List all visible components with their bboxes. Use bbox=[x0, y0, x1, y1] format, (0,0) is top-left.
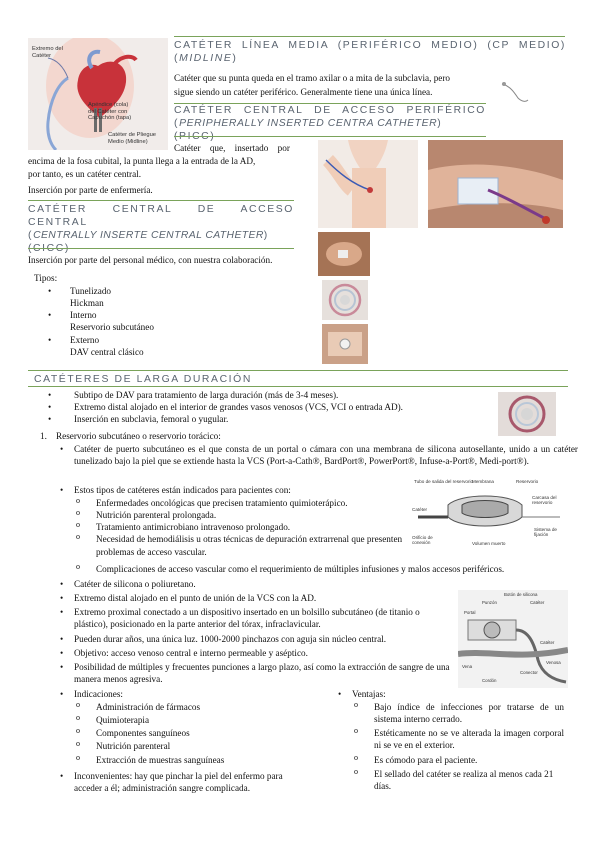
picc-body-illustration bbox=[318, 140, 418, 228]
diagram2-label: Vena bbox=[462, 664, 473, 669]
diagram2-label: Conector bbox=[520, 670, 538, 675]
advantage-text: Estéticamente no se ve alterada la imagen corporal ni se ve en el exterior. bbox=[374, 728, 564, 751]
advantage-text: Es cómodo para el paciente. bbox=[374, 754, 478, 765]
drawbacks bbox=[60, 770, 310, 794]
bullet-dot: • bbox=[338, 689, 342, 699]
sub-bullet: o bbox=[76, 508, 80, 518]
prop-text: Pueden durar años, una única luz. 1000-2000 pinchazos con aguja sin núcleo central. bbox=[74, 633, 387, 644]
indicated-intro-text: Estos tipos de catéteres están indicados para pacientes con: bbox=[74, 485, 291, 495]
bullet-dot: • bbox=[60, 633, 64, 644]
sub-bullet: o bbox=[354, 700, 358, 709]
indicated-text: Nutrición parenteral prolongada. bbox=[96, 510, 217, 521]
diagram2-label: Catéter bbox=[540, 640, 555, 645]
heading-midline-italic: MIDLINE bbox=[179, 53, 233, 64]
prop-item bbox=[60, 578, 450, 590]
cicc-types-label: Tipos: bbox=[34, 273, 58, 283]
heading-midline-prefix: CATÉTER LÍNEA MEDIA (PERIFÉRICO MEDIO) (CP MEDIO) ( bbox=[174, 40, 566, 64]
type-name: • Interno bbox=[70, 310, 97, 321]
indication-item bbox=[74, 714, 294, 726]
type-example: DAV central clásico bbox=[70, 346, 144, 357]
label-fold: Catéter de Pliegue Medio (Midline) bbox=[108, 132, 157, 145]
prop-text: Extremo proximal conectado a un dispositivo insertado en un bolsillo subcutáneo (de titanio o plástico), posicionado en la parte anterior del tórax, infraclavicular. bbox=[74, 607, 420, 630]
rule-long-bottom bbox=[28, 386, 568, 387]
heading-midline bbox=[174, 39, 566, 65]
advantages-label bbox=[338, 688, 386, 700]
indication-item bbox=[74, 754, 294, 766]
picc-body-figure bbox=[318, 140, 418, 228]
advantage-item bbox=[352, 768, 564, 792]
reservoir-definition bbox=[60, 443, 578, 467]
sub-bullet: o bbox=[76, 520, 80, 530]
rule-cicc-bottom bbox=[28, 248, 294, 249]
rule-midline bbox=[174, 36, 565, 37]
midline-figure bbox=[28, 38, 168, 150]
indication-text: Extracción de muestras sanguíneas bbox=[96, 754, 225, 765]
indicated-list bbox=[74, 497, 404, 558]
heading-cicc-line3: (CICC) bbox=[28, 243, 70, 254]
indicated-text: Necesidad de hemodiálisis u otras técnicas de depuración extrarrenal que presenten problemas de acceso vascular. bbox=[96, 534, 403, 557]
picc-arm-illustration bbox=[428, 140, 563, 228]
diagram1-label: Volumen muerto bbox=[472, 541, 506, 546]
picc-arm-photo bbox=[428, 140, 563, 228]
sub-bullet: o bbox=[76, 739, 80, 749]
type-item bbox=[28, 285, 288, 309]
diagram1-label: Sistema de fijación bbox=[534, 527, 557, 538]
heading-picc-suffix: (PICC) bbox=[174, 131, 216, 142]
picc-body-3: por tanto, es un catéter central. bbox=[28, 169, 142, 179]
cicc-body-1: Inserción por parte del personal médico, con nuestra colaboración. bbox=[28, 255, 273, 265]
sub-bullet: o bbox=[76, 496, 80, 505]
indicated-text: Tratamiento antimicrobiano intravenoso prolongado. bbox=[96, 522, 291, 533]
prop-item bbox=[60, 592, 450, 604]
type-example: Hickman bbox=[70, 298, 104, 309]
bullet-dot: • bbox=[60, 593, 64, 604]
heading-picc-italic: PERIPHERALLY INSERTED CENTRA CATHETER bbox=[179, 118, 438, 129]
hand-photo bbox=[318, 232, 370, 276]
numbered-label: Reservorio subcutáneo o reservorio torácico: bbox=[56, 431, 221, 441]
catheter-sketch bbox=[500, 80, 530, 106]
diagram2-label: Portal bbox=[464, 610, 476, 615]
indicated-item bbox=[74, 497, 404, 509]
prop-item bbox=[60, 606, 450, 630]
bullet-dot: • bbox=[60, 485, 64, 495]
hand-illustration bbox=[318, 232, 370, 276]
advantages-label-text: Ventajas: bbox=[352, 689, 386, 699]
advantage-item bbox=[352, 727, 564, 751]
indication-text: Nutrición parenteral bbox=[96, 741, 171, 752]
sub-bullet: o bbox=[354, 766, 358, 776]
rule-long bbox=[28, 370, 568, 371]
advantage-text: El sellado del catéter se realiza al menos cada 21 días. bbox=[374, 768, 554, 791]
diagram1-label: Catéter bbox=[412, 507, 428, 512]
type-item bbox=[28, 334, 288, 358]
rule-picc-bottom bbox=[174, 136, 486, 137]
midline-body-2: sigue siendo un catéter periférico. Generalmente tiene una única línea. bbox=[174, 87, 433, 97]
diagram1-label: Reservorio bbox=[516, 479, 539, 484]
sub-bullet: o bbox=[76, 752, 80, 762]
prop-item bbox=[60, 661, 450, 685]
heading-cicc-line1: CATÉTER CENTRAL DE ACCESO CENTRAL bbox=[28, 204, 294, 228]
reservoir-diagram bbox=[410, 477, 568, 551]
advantages-list bbox=[352, 701, 564, 792]
indications-label-text: Indicaciones: bbox=[74, 689, 123, 699]
picc-body-2: encima de la fosa cubital, la punta llega a la entrada de la AD, bbox=[28, 156, 256, 166]
diagram1-label: Tubo de salida del reservorio bbox=[414, 479, 474, 484]
type-name: • Tunelizado bbox=[70, 286, 112, 296]
long-bullet: • Subtipo de DAV para tratamiento de larga duración (más de 3-4 meses). bbox=[28, 389, 498, 401]
patient-illustration bbox=[322, 324, 368, 364]
cicc-types-list bbox=[28, 285, 288, 358]
sub-bullet: o bbox=[76, 726, 80, 736]
midline-body-1: Catéter que su punta queda en el tramo axilar o a mita de la subclavia, pero bbox=[174, 73, 451, 83]
sub-bullet: o bbox=[354, 726, 358, 736]
indication-item bbox=[74, 740, 294, 752]
indicated-text: Enfermedades oncológicas que precisen tratamiento quimioterápico. bbox=[96, 498, 348, 508]
heading-cicc-italic: CENTRALLY INSERTE CENTRAL CATHETER bbox=[33, 230, 264, 241]
long-bullet: • Inserción en subclavia, femoral o yugular. bbox=[28, 413, 498, 425]
prop-item bbox=[60, 633, 450, 645]
indications-list bbox=[74, 701, 294, 766]
long-bullet: • Extremo distal alojado en el interior de grandes vasos venosos (VCS, VCI o entrada AD). bbox=[28, 401, 498, 413]
port-illustration bbox=[498, 392, 556, 436]
numbered-marker: 1. bbox=[40, 431, 47, 441]
label-tip: Extremo del Catéter bbox=[32, 46, 63, 59]
bullet-dot: • bbox=[60, 579, 64, 589]
prop-text: Extremo distal alojado en el punto de unión de la VCS con la AD. bbox=[74, 593, 317, 604]
heading-picc-line1: CATÉTER CENTRAL DE ACCESO PERIFÉRICO bbox=[174, 105, 486, 116]
chest-port-svg bbox=[458, 590, 568, 688]
drawbacks-text: Inconvenientes: hay que pinchar la piel del enfermo para acceder a él; administración sangre complicada. bbox=[74, 771, 283, 794]
type-item bbox=[28, 309, 288, 333]
bullet-dot: • bbox=[60, 771, 64, 781]
advantage-item bbox=[352, 754, 564, 766]
heading-picc bbox=[174, 104, 486, 143]
bullet-dot: • bbox=[60, 647, 64, 658]
heading-cicc-line2: (CENTRALLY INSERTE CENTRAL CATHETER) bbox=[28, 230, 269, 241]
port-photo bbox=[498, 392, 556, 436]
sub-bullet: o bbox=[354, 752, 358, 762]
diagram2-label: Botón de silicona bbox=[504, 592, 538, 597]
patient-photo bbox=[322, 324, 368, 364]
indications-label bbox=[60, 688, 123, 700]
rule-cicc bbox=[28, 200, 294, 201]
diagram1-label: Orificio de conexión bbox=[412, 535, 433, 546]
indicated-item bbox=[74, 533, 404, 557]
props-list bbox=[60, 578, 450, 685]
diagram2-label: Venosa bbox=[546, 660, 561, 665]
heading-long: CATÉTERES DE LARGA DURACIÓN bbox=[34, 374, 252, 385]
diagram2-label: Cordón bbox=[482, 678, 497, 683]
advantage-text: Bajo índice de infecciones por tratarse de un sistema interno cerrado. bbox=[374, 702, 564, 725]
chest-port-diagram bbox=[458, 590, 568, 688]
indication-text: Quimioterapia bbox=[96, 715, 150, 726]
label-cap: Apéndice (cola) del Catéter con Capuchón (tapa) bbox=[88, 102, 132, 122]
heading-midline-suffix: ) bbox=[232, 53, 238, 64]
indication-item bbox=[74, 727, 294, 739]
prop-text: Posibilidad de múltiples y frecuentes punciones a largo plazo, así como la extracción de sangre de una manera menos agresiva. bbox=[74, 661, 450, 684]
diagram2-label: Catéter bbox=[530, 600, 545, 605]
indicated-intro bbox=[60, 484, 414, 496]
picc-body-4: Inserción por parte de enfermería. bbox=[28, 185, 153, 195]
indicated-text: Complicaciones de acceso vascular como el requerimiento de múltiples infusiones y malos accesos periféricos. bbox=[96, 564, 505, 574]
picc-body-1: Catéter que, insertado por bbox=[174, 143, 290, 153]
reservoir-illustration bbox=[322, 280, 368, 320]
long-bullets bbox=[28, 389, 498, 425]
reservoir-photo bbox=[322, 280, 368, 320]
type-name: • Externo bbox=[70, 334, 100, 345]
prop-item bbox=[60, 647, 450, 659]
diagram1-label: Carcasa del reservorio bbox=[532, 495, 557, 506]
sub-bullet: o bbox=[76, 532, 80, 542]
bullet-dot: • bbox=[60, 444, 64, 454]
sub-bullet: o bbox=[76, 700, 80, 709]
diagram1-label: Membrana bbox=[472, 479, 494, 484]
bullet-dot: • bbox=[60, 661, 64, 672]
indicated-item bbox=[74, 509, 404, 521]
sub-bullet: o bbox=[76, 713, 80, 723]
prop-text: Objetivo: acceso venoso central e interno permeable y aséptico. bbox=[74, 647, 308, 658]
sub-bullet: o bbox=[76, 562, 80, 571]
indication-item bbox=[74, 701, 294, 713]
diagram2-label: Punzón bbox=[482, 600, 497, 605]
type-example: Reservorio subcutáneo bbox=[70, 322, 154, 333]
indicated-item bbox=[74, 521, 404, 533]
bullet-dot: • bbox=[60, 689, 64, 699]
reservoir-def-text: Catéter de puerto subcutáneo es el que consta de un portal o cámara con una membrana de silicona autosellante, unido a un catéter tunelizado bajo la piel que se extiende hasta la VCS (Port-a-Cath®, BardPort®, PowerPort®, Infuse-a-Port®, Medi-port®). bbox=[74, 444, 578, 467]
bullet-dot: • bbox=[60, 607, 64, 618]
prop-text: Catéter de silicona o poliuretano. bbox=[74, 579, 196, 589]
advantage-item bbox=[352, 701, 564, 725]
heading-picc-line2: (PERIPHERALLY INSERTED CENTRA CATHETER) (PICC) bbox=[174, 118, 443, 142]
indicated-item-last bbox=[74, 563, 591, 575]
indication-text: Componentes sanguíneos bbox=[96, 728, 190, 739]
indication-text: Administración de fármacos bbox=[96, 702, 201, 712]
